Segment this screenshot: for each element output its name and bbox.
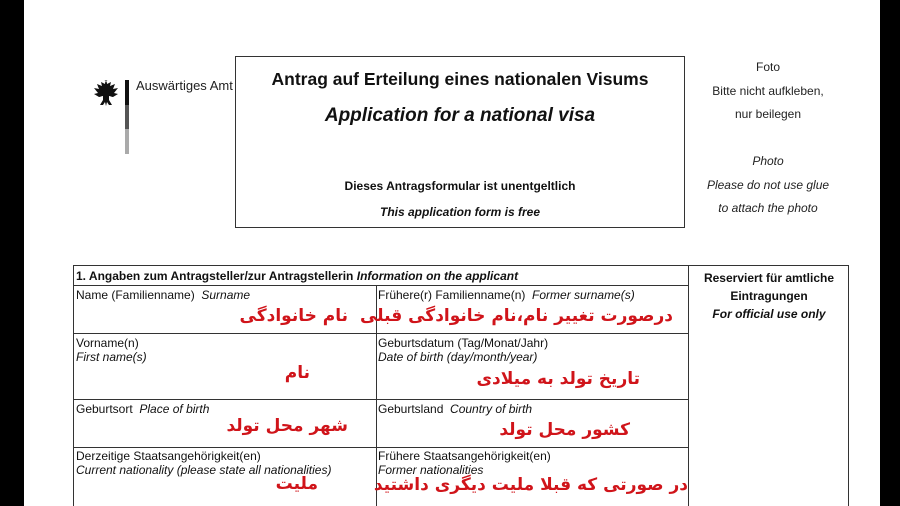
first-name-field[interactable]: نام <box>284 363 310 383</box>
applicant-section <box>73 265 849 506</box>
title-english: Application for a national visa <box>324 105 596 126</box>
photo-line: Please do not use glue <box>706 177 830 192</box>
former-nationality-field[interactable]: در صورتی که قبلا ملیت دیگری داشتید <box>373 475 688 495</box>
former-surname-field[interactable]: درصورت تغییر نام،نام خانوادگی قبلی <box>359 306 673 326</box>
first-name-label: Vorname(n) First name(s) <box>76 336 147 364</box>
former-nationality-label: Frühere Staatsangehörigkeit(en) Former nationalities <box>378 449 551 477</box>
authority-name: Auswärtiges Amt <box>136 78 233 93</box>
form-page <box>24 0 880 506</box>
photo-line: to attach the photo <box>718 201 818 215</box>
german-eagle-icon <box>88 78 120 110</box>
surname-label: Name (Familienname) Surname <box>76 288 251 302</box>
dob-field[interactable]: تاریخ تولد به میلادی <box>476 369 640 389</box>
photo-line: Foto <box>755 60 780 74</box>
photo-line: nur beilegen <box>734 107 802 121</box>
nationality-field[interactable]: ملیت <box>275 474 318 494</box>
dob-label: Geburtsdatum (Tag/Monat/Jahr) Date of birth (day/month/year) <box>378 336 549 364</box>
surname-field[interactable]: نام خانوادگی <box>239 306 348 326</box>
photo-line: Photo <box>752 154 784 168</box>
cob-label: Geburtsland Country of birth <box>378 402 533 416</box>
photo-instructions <box>700 56 836 221</box>
free-notice-german: Dieses Antragsformular ist unentgeltlich <box>344 179 576 193</box>
pob-field[interactable]: شهر محل تولد <box>226 416 348 436</box>
photo-line: Bitte nicht aufkleben, <box>712 83 824 98</box>
nationality-label: Derzeitige Staatsangehörigkeit(en) Current nationality (please state all nationalities) <box>76 449 332 477</box>
section-heading: 1. Angaben zum Antragsteller/zur Antragstellerin Information on the applicant <box>76 269 519 283</box>
flag-bar <box>125 80 129 154</box>
title-box <box>235 56 685 228</box>
title-german: Antrag auf Erteilung eines nationalen Visums <box>271 69 649 89</box>
official-use-note: Reserviert für amtliche Eintragungen For official use only <box>703 271 835 321</box>
cob-field[interactable]: کشور محل تولد <box>499 420 630 440</box>
free-notice-english: This application form is free <box>379 205 541 219</box>
pob-label: Geburtsort Place of birth <box>76 402 210 416</box>
former-surname-label: Frühere(r) Familienname(n) Former surname(s) <box>378 288 635 302</box>
